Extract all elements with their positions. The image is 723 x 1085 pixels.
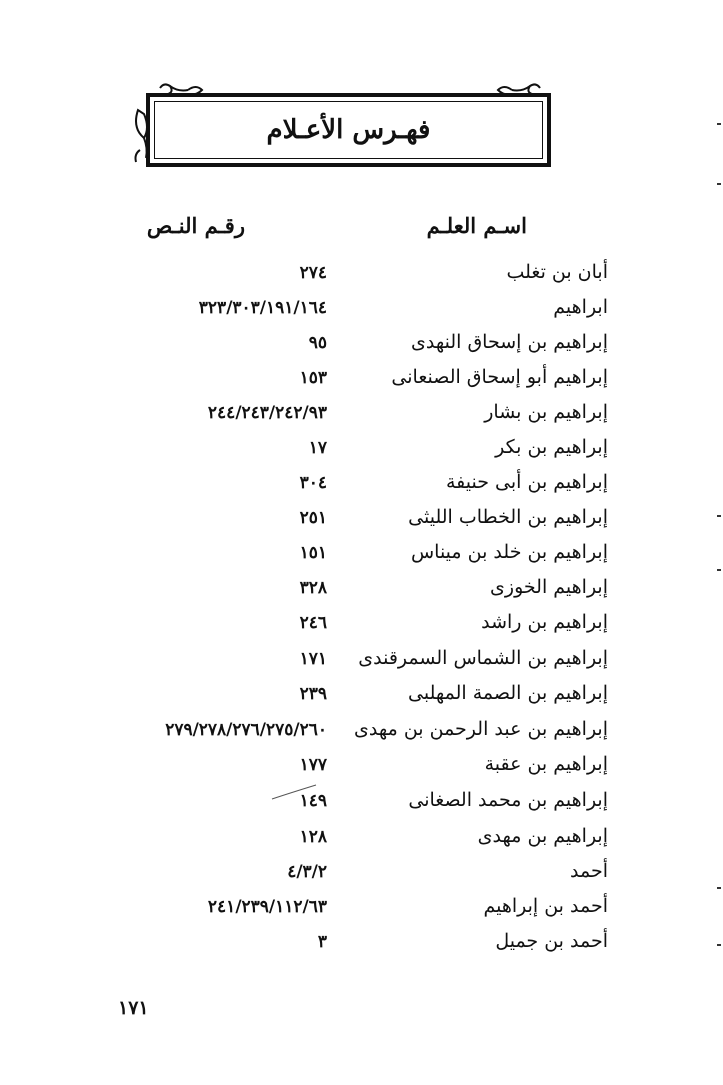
column-header-name: اسـم العلـم [426,213,527,238]
column-header-number: رقـم النـص [146,213,245,238]
entry-numbers: ١٧ [308,438,327,458]
list-item [0,541,723,577]
entry-name: إبراهيم بن خلد بن ميناس [410,541,608,563]
entry-name: إبراهيم بن عبد الرحمن بن مهدى [354,718,608,740]
scan-edge-mark [717,183,721,185]
list-item [0,261,723,297]
list-item [0,471,723,507]
list-item [0,682,723,718]
list-item [0,930,723,966]
entry-numbers: ١٥٣ [299,368,327,388]
entry-name: إبراهيم بن بكر [495,436,608,458]
entry-numbers: ٢٤٤/٢٤٣/٢٤٢/٩٣ [207,403,327,423]
page-title: فهـرس الأعـلام [266,115,431,145]
entry-name: إبراهيم أبو إسحاق الصنعانى [391,366,608,388]
entry-name: إبراهيم بن الشماس السمرقندى [358,647,608,669]
entry-numbers: ٢٥١ [299,508,327,528]
list-item [0,895,723,931]
list-item [0,401,723,437]
list-item [0,611,723,647]
entry-numbers: ٢٧٤ [299,263,327,283]
scan-edge-mark [717,887,721,889]
entry-numbers: ١٧٧ [299,755,327,775]
list-item [0,789,723,825]
entry-numbers: ١٤٩ [299,791,327,811]
entry-name: إبراهيم بن الصمة المهلبى [408,682,608,704]
entry-numbers: ٣٢٨ [299,578,327,598]
entry-numbers: ٣ [317,932,327,952]
list-item [0,860,723,896]
list-item [0,647,723,683]
entry-name: إبراهيم بن الخطاب الليثى [408,506,608,528]
scan-edge-mark [717,515,721,517]
entry-name: إبراهيم بن إسحاق النهدى [411,331,608,353]
entry-name: أحمد بن جميل [495,930,608,952]
list-item [0,506,723,542]
entry-numbers: ١٥١ [299,543,327,563]
list-item [0,366,723,402]
list-item [0,576,723,612]
title-ornament-svg [130,80,570,190]
entry-numbers: ٢٣٩ [299,684,327,704]
entry-numbers: ٣٠٤ [299,473,327,493]
ornament-left-leaf [136,110,148,162]
list-item [0,753,723,789]
list-item [0,331,723,367]
ornament-top-left [160,84,202,94]
page-number: ١٧١ [118,997,149,1019]
entry-numbers: ١٧١ [299,649,327,669]
entry-name: إبراهيم بن محمد الصغانى [408,789,608,811]
entry-name: أحمد [570,860,608,882]
entry-numbers: ٤/٣/٢ [287,862,327,882]
entry-name: إبراهيم الخوزى [490,576,608,598]
entry-numbers: ٣٢٣/٣٠٣/١٩١/١٦٤ [198,298,327,318]
list-item [0,436,723,472]
entry-numbers: ٩٥ [308,333,327,353]
scan-edge-mark [717,944,721,946]
scan-edge-mark [717,569,721,571]
entry-name: إبراهيم بن عقبة [484,753,608,775]
entry-name: إبراهيم بن أبى حنيفة [445,471,608,493]
ornament-top-right [498,84,540,94]
pencil-mark [270,783,320,803]
entry-name: إبراهيم بن راشد [481,611,608,633]
entry-name: إبراهيم بن مهدى [477,825,608,847]
entry-name: إبراهيم بن بشار [484,401,608,423]
list-item [0,718,723,754]
entry-name: ابراهيم [553,296,608,318]
entry-name: أحمد بن إبراهيم [483,895,608,917]
entry-numbers: ٢٤١/٢٣٩/١١٢/٦٣ [207,897,327,917]
scan-edge-mark [717,123,721,125]
list-item [0,825,723,861]
entry-name: أبان بن تغلب [506,261,608,283]
entry-numbers: ١٢٨ [299,827,327,847]
list-item [0,296,723,332]
entry-numbers: ٢٧٩/٢٧٨/٢٧٦/٢٧٥/٢٦٠ [165,720,327,740]
entry-numbers: ٢٤٦ [299,613,327,633]
